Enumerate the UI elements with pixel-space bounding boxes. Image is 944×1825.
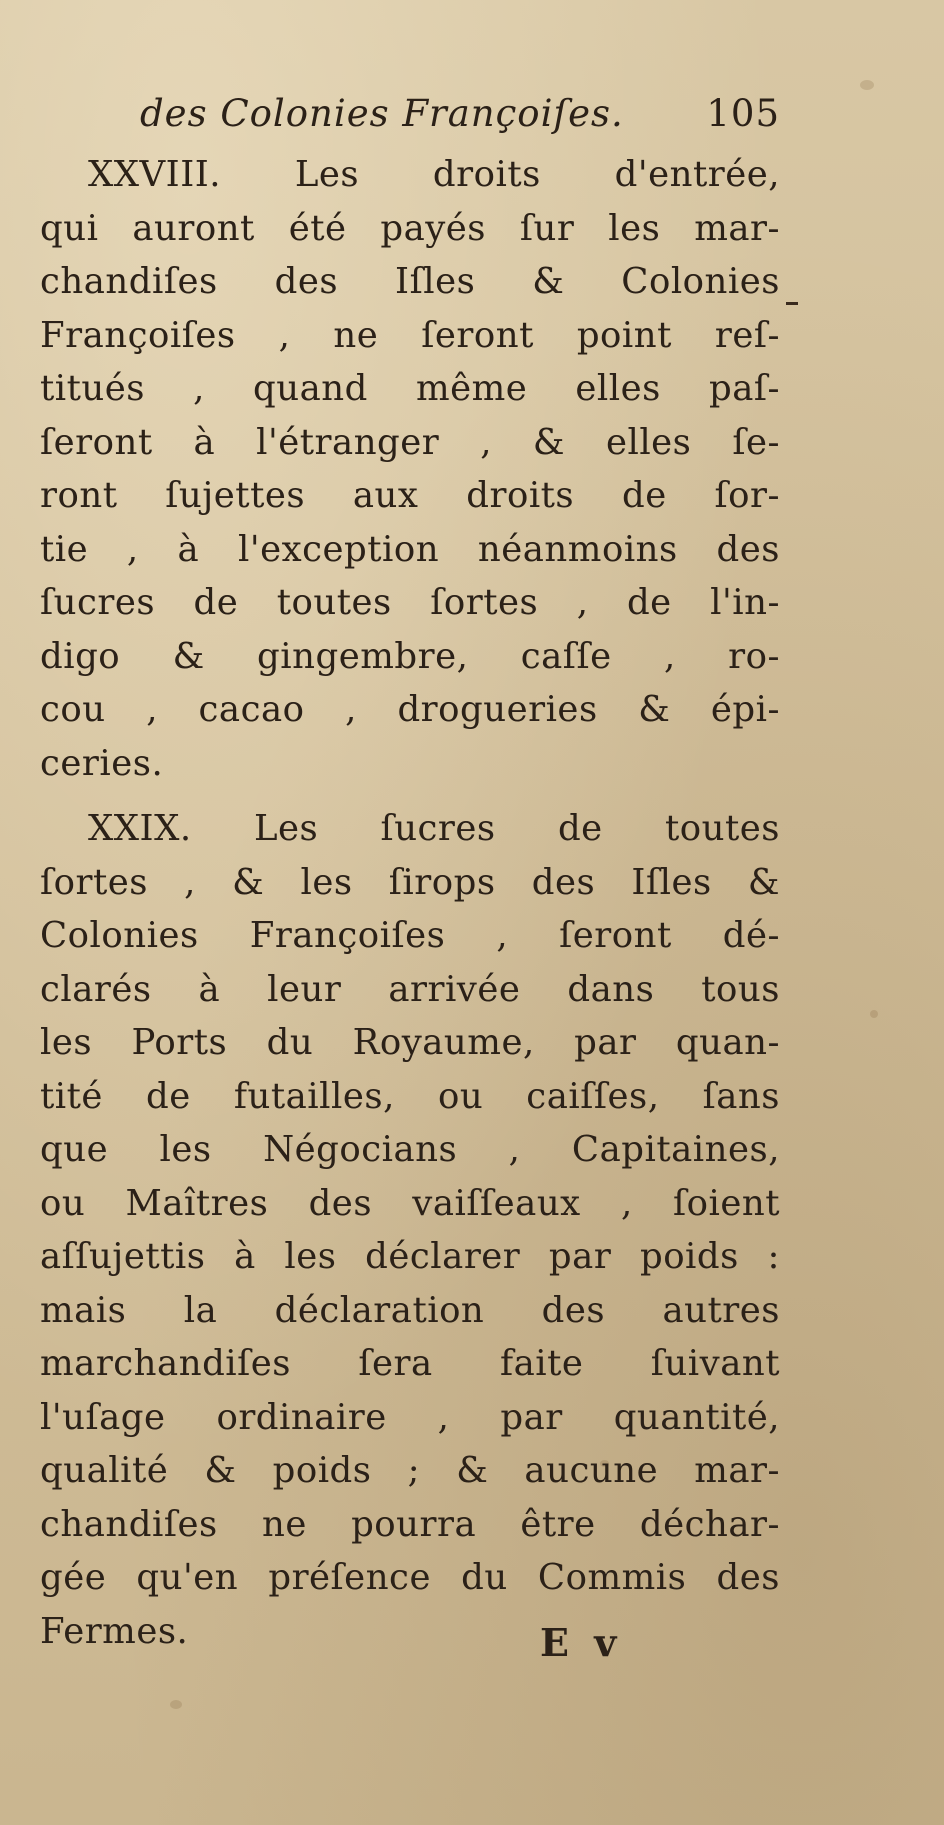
text-line: Colonies Françoiſes , ſeront dé-: [40, 915, 780, 956]
text-line: aſſujettis à les déclarer par poids :: [40, 1236, 780, 1277]
text-line: mais la déclaration des autres: [40, 1289, 780, 1331]
text-line: ou Maîtres des vaiſſeaux , ſoient: [40, 1182, 780, 1224]
article-xxix: [40, 802, 780, 1658]
text-line: chandiſes ne pourra être déchar-: [40, 1503, 780, 1545]
text-line: gée qu'en préſence du Commis des: [40, 1557, 780, 1598]
text-line: l'uſage ordinaire , par quantité,: [40, 1396, 780, 1438]
running-head: [140, 92, 780, 152]
text-line: qui auront été payés ſur les mar-: [40, 207, 780, 249]
text-line: ſucres de toutes ſortes , de l'in-: [40, 582, 780, 623]
text-line: cou , cacao , drogueries & épi-: [40, 689, 780, 730]
text-line: tité de futailles, ou caiſſes, ſans: [40, 1075, 780, 1117]
body-text: [40, 148, 780, 1658]
paper-stain: [870, 1010, 878, 1018]
text-line: Françoiſes , ne ſeront point reſ-: [40, 314, 780, 356]
text-line: qualité & poids ; & aucune mar-: [40, 1450, 780, 1491]
signature-mark: E v: [540, 1620, 623, 1665]
text-line: marchandiſes ſera faite ſuivant: [40, 1343, 780, 1384]
text-line: chandiſes des Iſles & Colonies: [40, 261, 780, 302]
text-line: les Ports du Royaume, par quan-: [40, 1022, 780, 1063]
text-line: ſeront à l'étranger , & elles ſe-: [40, 421, 780, 463]
text-line: ront ſujettes aux droits de ſor-: [40, 475, 780, 516]
text-line: que les Négocians , Capitaines,: [40, 1129, 780, 1170]
paper-stain: [860, 80, 874, 90]
article-xxviii: [40, 148, 780, 790]
text-line: clarés à leur arrivée dans tous: [40, 968, 780, 1010]
text-line: titués , quand même elles paſ-: [40, 368, 780, 409]
text-line: XXIX. Les ſucres de toutes: [88, 808, 780, 849]
running-head-title: des Colonies Françoiſes.: [140, 92, 624, 135]
paper-stain: [170, 1700, 182, 1709]
text-line: ſortes , & les ſirops des Iſles &: [40, 861, 780, 903]
paragraph-gap: [40, 790, 780, 802]
page-number: 105: [706, 92, 780, 135]
text-line: Fermes.: [40, 1610, 189, 1652]
text-line: ceries.: [40, 742, 164, 784]
text-line: tie , à l'exception néanmoins des: [40, 528, 780, 570]
margin-mark: [786, 302, 798, 305]
text-line: XXVIII. Les droits d'entrée,: [88, 154, 780, 195]
text-line: digo & gingembre, caſſe , ro-: [40, 635, 780, 677]
